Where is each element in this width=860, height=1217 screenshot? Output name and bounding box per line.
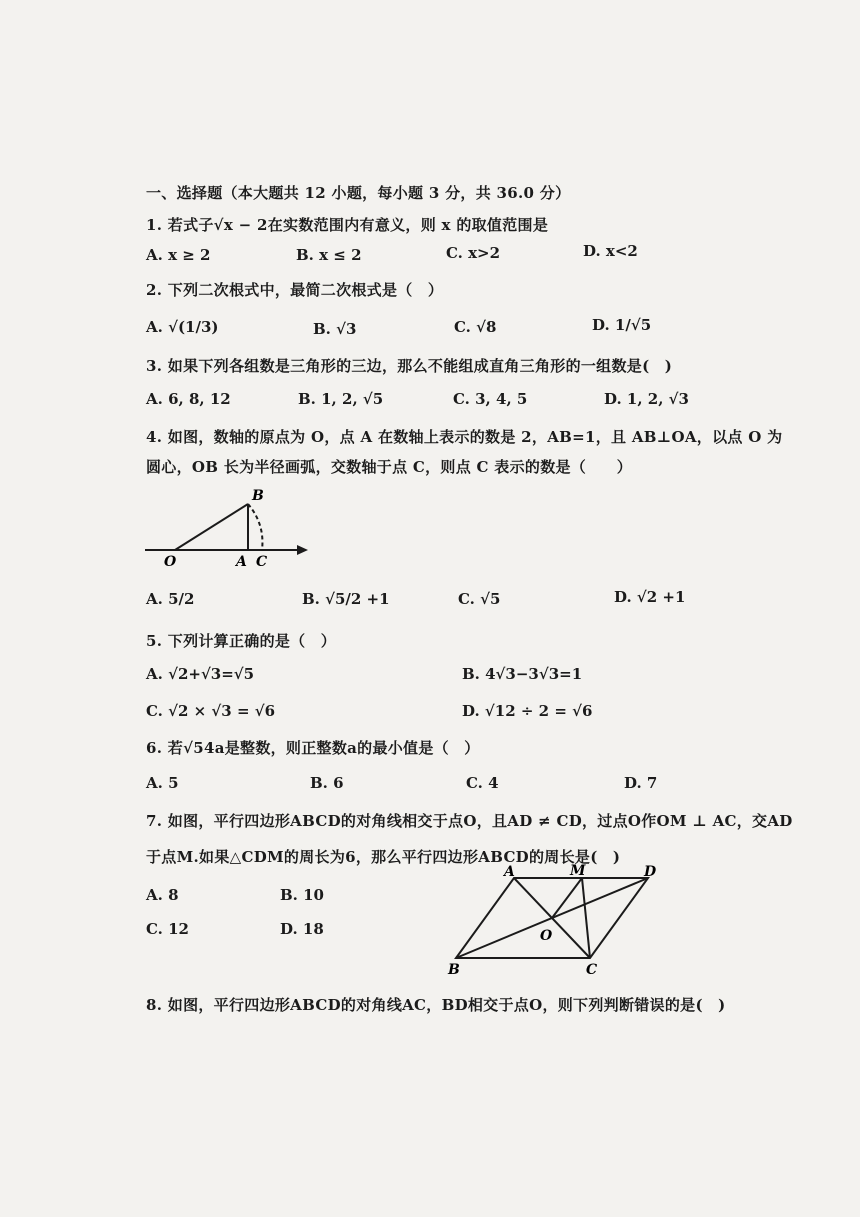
question-6-option-b[interactable]: B. 6 — [310, 774, 344, 792]
question-6-option-d[interactable]: D. 7 — [624, 774, 658, 792]
question-4-option-b[interactable]: B. √5/2 +1 — [302, 590, 390, 608]
question-1-option-b[interactable]: B. x ≤ 2 — [296, 246, 362, 264]
label-o: O — [164, 554, 177, 570]
number-line-figure — [140, 484, 320, 574]
label-c: C — [586, 962, 598, 978]
question-4-stem-line-2: 圆心，OB 长为半径画弧，交数轴于点 C，则点 C 表示的数是（ ） — [146, 458, 633, 476]
question-4-stem-line-1: 4. 如图，数轴的原点为 O，点 A 在数轴上表示的数是 2，AB=1，且 AB⊥OA，以点 O 为 — [146, 428, 783, 446]
label-b: B — [252, 488, 264, 504]
question-3-option-a[interactable]: A. 6, 8, 12 — [146, 390, 231, 408]
segment-ob — [175, 504, 248, 550]
arc-bc — [248, 504, 262, 550]
label-a: A — [236, 554, 247, 570]
axis-arrow-icon — [297, 545, 308, 555]
question-2-option-a[interactable]: A. √(1/3) — [146, 318, 219, 336]
segment-mc — [582, 878, 590, 958]
label-m: M — [570, 864, 586, 879]
question-1-stem: 1. 若式子√x − 2在实数范围内有意义，则 x 的取值范围是 — [146, 216, 549, 234]
label-c: C — [256, 554, 268, 570]
question-6-option-a[interactable]: A. 5 — [146, 774, 179, 792]
question-4-option-d[interactable]: D. √2 +1 — [614, 588, 686, 606]
label-o: O — [540, 928, 553, 944]
question-7-stem-line-2: 于点M.如果△CDM的周长为6，那么平行四边形ABCD的周长是( ) — [146, 848, 621, 866]
question-1-option-d[interactable]: D. x<2 — [583, 242, 638, 260]
question-5-option-b[interactable]: B. 4√3−3√3=1 — [462, 665, 583, 683]
label-d: D — [644, 864, 657, 880]
label-a: A — [504, 864, 515, 880]
question-7-stem-line-1: 7. 如图，平行四边形ABCD的对角线相交于点O，且AD ≠ CD，过点O作OM ⊥ AC，交AD — [146, 812, 793, 830]
question-5-stem: 5. 下列计算正确的是（ ） — [146, 632, 337, 650]
question-5-option-a[interactable]: A. √2+√3=√5 — [146, 665, 255, 683]
question-1-option-a[interactable]: A. x ≥ 2 — [146, 246, 211, 264]
question-2-option-c[interactable]: C. √8 — [454, 318, 497, 336]
question-3-option-d[interactable]: D. 1, 2, √3 — [604, 390, 689, 408]
parallelogram-figure — [440, 864, 670, 982]
question-7-option-a[interactable]: A. 8 — [146, 886, 179, 904]
question-8-stem: 8. 如图，平行四边形ABCD的对角线AC，BD相交于点O，则下列判断错误的是( ) — [146, 996, 726, 1014]
question-3-option-b[interactable]: B. 1, 2, √5 — [298, 390, 384, 408]
question-2-option-b[interactable]: B. √3 — [313, 320, 357, 338]
section-title: 一、选择题（本大题共 12 小题，每小题 3 分，共 36.0 分） — [146, 184, 571, 202]
question-5-option-d[interactable]: D. √12 ÷ 2 = √6 — [462, 702, 593, 720]
question-7-option-c[interactable]: C. 12 — [146, 920, 189, 938]
question-6-stem: 6. 若√54a是整数，则正整数a的最小值是（ ） — [146, 739, 480, 757]
question-5-option-c[interactable]: C. √2 × √3 = √6 — [146, 702, 276, 720]
question-1-option-c[interactable]: C. x>2 — [446, 244, 501, 262]
question-3-stem: 3. 如果下列各组数是三角形的三边，那么不能组成直角三角形的一组数是( ) — [146, 357, 673, 375]
question-2-option-d[interactable]: D. 1/√5 — [592, 316, 652, 334]
question-6-option-c[interactable]: C. 4 — [466, 774, 499, 792]
question-7-option-d[interactable]: D. 18 — [280, 920, 324, 938]
question-4-option-a[interactable]: A. 5/2 — [146, 590, 195, 608]
label-b: B — [448, 962, 460, 978]
question-2-stem: 2. 下列二次根式中，最简二次根式是（ ） — [146, 281, 444, 299]
question-7-option-b[interactable]: B. 10 — [280, 886, 324, 904]
question-4-option-c[interactable]: C. √5 — [458, 590, 501, 608]
question-3-option-c[interactable]: C. 3, 4, 5 — [453, 390, 528, 408]
